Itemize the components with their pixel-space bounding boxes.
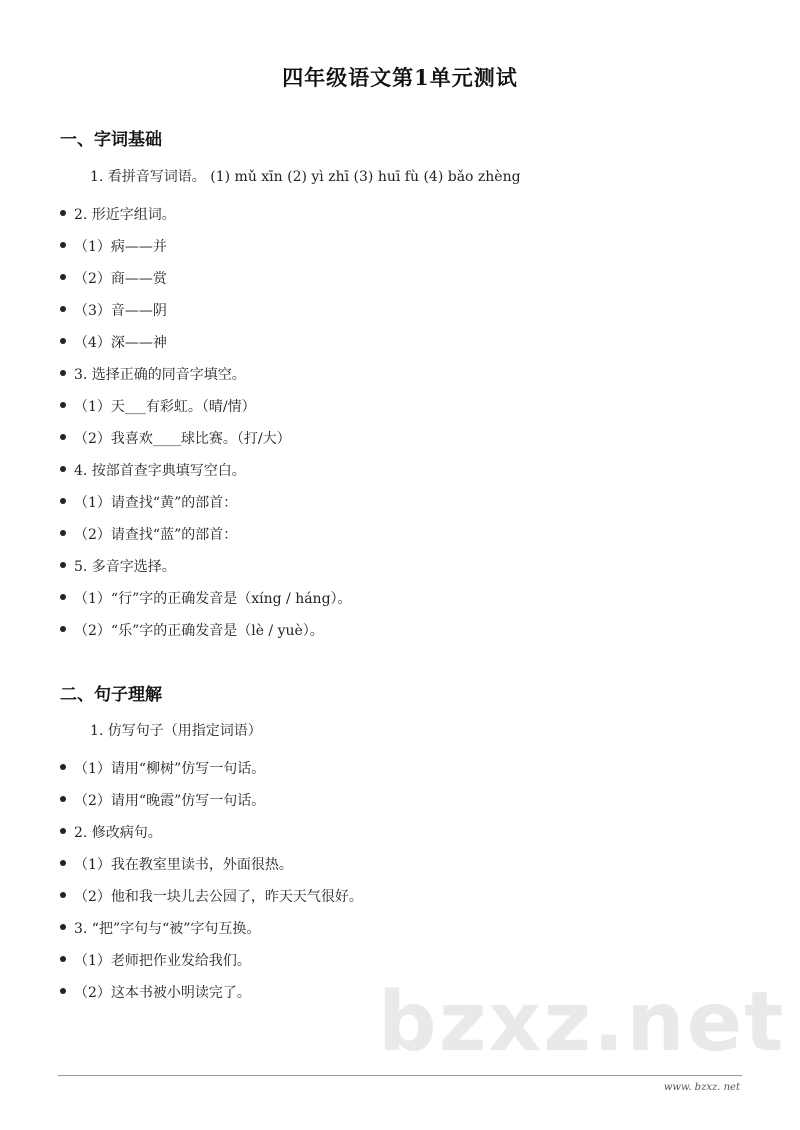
list-item-text: （2）请查找“蓝”的部首： — [74, 527, 238, 543]
footer-divider — [58, 1075, 742, 1076]
watermark: bzxz.net — [378, 975, 786, 1070]
list-item — [60, 204, 176, 224]
list-item-text: （2）这本书被小明读完了。 — [74, 985, 251, 1001]
bullet-icon — [60, 860, 66, 866]
bullet-icon — [60, 466, 66, 472]
list-item-text: 5. 多音字选择。 — [74, 559, 176, 575]
list-item-text: （1）病——并 — [74, 239, 167, 255]
bullet-icon — [60, 892, 66, 898]
list-item — [60, 396, 256, 416]
bullet-icon — [60, 828, 66, 834]
question-line — [90, 166, 521, 186]
list-item — [60, 428, 291, 448]
list-item-text: （1）我在教室里读书，外面很热。 — [74, 857, 293, 873]
bullet-icon — [60, 274, 66, 280]
list-item-text: （1）请查找“黄”的部首： — [74, 495, 238, 511]
bullet-icon — [60, 370, 66, 376]
bullet-icon — [60, 562, 66, 568]
list-item-text: （3）音——阴 — [74, 303, 167, 319]
list-item — [60, 620, 324, 640]
list-item-text: 2. 形近字组词。 — [74, 207, 176, 223]
list-item — [60, 332, 167, 352]
list-item — [60, 236, 167, 256]
footer-url: www. bzxz. net — [663, 1082, 740, 1093]
bullet-icon — [60, 956, 66, 962]
section-heading-sentences: 二、句子理解 — [60, 685, 162, 705]
list-item-text: （1）“行”字的正确发音是（xíng / háng）。 — [74, 591, 352, 607]
list-item-text: （2）商——赏 — [74, 271, 167, 287]
list-item-text: （2）我喜欢____球比赛。（打/大） — [74, 431, 291, 447]
bullet-icon — [60, 530, 66, 536]
list-item — [60, 268, 167, 288]
bullet-icon — [60, 988, 66, 994]
bullet-icon — [60, 498, 66, 504]
list-item — [60, 854, 293, 874]
list-item-text: （1）老师把作业发给我们。 — [74, 953, 251, 969]
list-item-text: 2. 修改病句。 — [74, 825, 162, 841]
list-item — [60, 524, 237, 544]
bullet-icon — [60, 924, 66, 930]
list-item-text: （1）请用“柳树”仿写一句话。 — [74, 761, 266, 777]
bullet-icon — [60, 402, 66, 408]
list-item-text: （1）天___有彩虹。（晴/情） — [74, 399, 256, 415]
list-item-text: （4）深——神 — [74, 335, 167, 351]
list-item — [60, 886, 363, 906]
bullet-icon — [60, 764, 66, 770]
list-item — [60, 822, 162, 842]
list-item-text: （2）他和我一块儿去公园了，昨天天气很好。 — [74, 889, 363, 905]
list-item — [60, 950, 251, 970]
list-item — [60, 300, 167, 320]
list-item-text: 3. “把”字句与“被”字句互换。 — [74, 921, 261, 937]
list-item-text: 4. 按部首查字典填写空白。 — [74, 463, 246, 479]
list-item — [60, 364, 246, 384]
list-item-text: （2）请用“晚霞”仿写一句话。 — [74, 793, 266, 809]
bullet-icon — [60, 434, 66, 440]
list-item — [60, 790, 265, 810]
question-text: 1. 仿写句子（用指定词语） — [90, 723, 262, 739]
bullet-icon — [60, 796, 66, 802]
bullet-icon — [60, 594, 66, 600]
list-item-text: （2）“乐”字的正确发音是（lè / yuè）。 — [74, 623, 324, 639]
list-item — [60, 982, 251, 1002]
bullet-icon — [60, 306, 66, 312]
list-item — [60, 492, 237, 512]
page-title: 四年级语文第1单元测试 — [282, 65, 518, 90]
list-item — [60, 758, 265, 778]
question-line — [90, 720, 262, 740]
list-item — [60, 556, 176, 576]
list-item — [60, 460, 246, 480]
bullet-icon — [60, 242, 66, 248]
bullet-icon — [60, 338, 66, 344]
question-text: 1. 看拼音写词语。 (1) mǔ xīn (2) yì zhī (3) huī fù (4) bǎo zhèng — [90, 169, 521, 185]
bullet-icon — [60, 626, 66, 632]
list-item — [60, 918, 260, 938]
section-heading-basics: 一、字词基础 — [60, 130, 162, 150]
list-item — [60, 588, 352, 608]
bullet-icon — [60, 210, 66, 216]
list-item-text: 3. 选择正确的同音字填空。 — [74, 367, 246, 383]
